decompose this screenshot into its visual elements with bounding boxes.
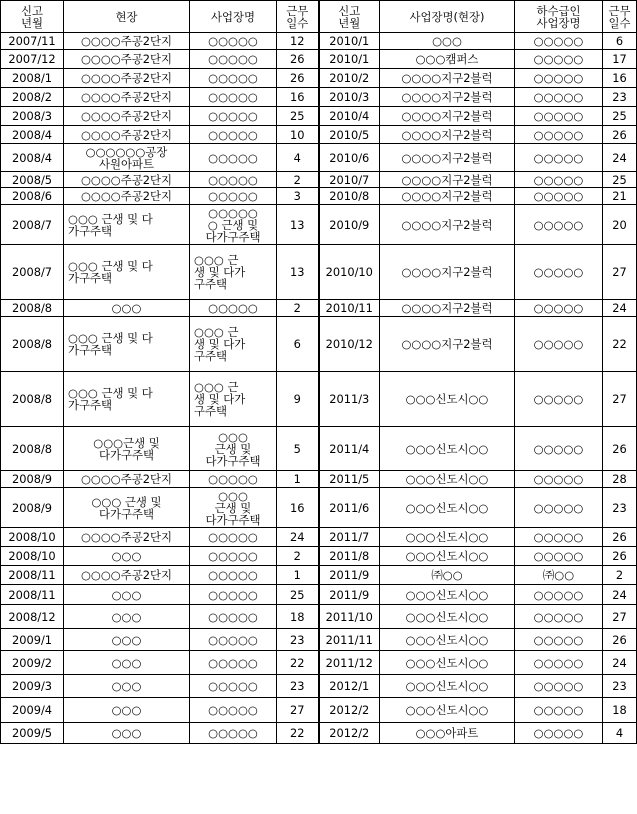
right-workdays-cell: 27	[603, 605, 637, 629]
right-company-site-cell: ○○○신도시○○	[380, 698, 515, 723]
left-company-cell: ○○○○○	[190, 172, 277, 188]
left-report-month-cell: 2008/8	[1, 300, 64, 317]
right-company-site-cell: ○○○신도시○○	[380, 629, 515, 651]
left-report-month-cell: 2008/4	[1, 144, 64, 172]
left-company-cell: ○○○○○	[190, 107, 277, 126]
left-site-cell: ○○○ 근생 및 다 가구주택	[64, 372, 190, 427]
right-subcontractor-cell: ○○○○○	[515, 317, 603, 372]
table-row	[1, 188, 637, 205]
right-company-site-cell: ○○○○지구2블럭	[380, 300, 515, 317]
left-report-month-cell: 2008/8	[1, 317, 64, 372]
left-site-cell: ○○○	[64, 605, 190, 629]
right-report-month-cell: 2010/4	[319, 107, 380, 126]
left-company-cell: ○○○○○	[190, 528, 277, 547]
left-workdays-cell: 22	[277, 723, 319, 744]
right-workdays-cell: 26	[603, 427, 637, 471]
left-report-month-cell: 2008/6	[1, 188, 64, 205]
right-subcontractor-cell: ㈜○○	[515, 566, 603, 585]
table-row	[1, 651, 637, 675]
right-company-site-cell: ○○○○지구2블럭	[380, 144, 515, 172]
table-row	[1, 528, 637, 547]
table-row	[1, 427, 637, 471]
table-row	[1, 300, 637, 317]
right-workdays-cell: 21	[603, 188, 637, 205]
table-row	[1, 107, 637, 126]
left-report-month-cell: 2008/9	[1, 488, 64, 528]
right-workdays-cell: 4	[603, 723, 637, 744]
left-site-cell: ○○○○주공2단지	[64, 528, 190, 547]
left-workdays-cell: 18	[277, 605, 319, 629]
right-subcontractor-cell: ○○○○○	[515, 88, 603, 107]
left-site-cell: ○○○근생 및 다가구주택	[64, 427, 190, 471]
left-report-month-cell: 2008/5	[1, 172, 64, 188]
right-workdays-cell: 24	[603, 300, 637, 317]
left-company-cell: ○○○○○	[190, 69, 277, 88]
left-site-cell: ○○○○주공2단지	[64, 69, 190, 88]
right-subcontractor-cell: ○○○○○	[515, 245, 603, 300]
right-report-month-cell: 2011/9	[319, 566, 380, 585]
right-workdays-cell: 23	[603, 675, 637, 698]
table-body	[1, 33, 637, 744]
right-report-month-cell: 2012/1	[319, 675, 380, 698]
left-workdays-cell: 2	[277, 172, 319, 188]
right-company-site-cell: ○○○○지구2블럭	[380, 69, 515, 88]
left-company-cell: ○○○○○	[190, 605, 277, 629]
left-report-month-cell: 2008/11	[1, 585, 64, 605]
right-subcontractor-cell: ○○○○○	[515, 188, 603, 205]
right-company-site-cell: ○○○신도시○○	[380, 372, 515, 427]
right-subcontractor-cell: ○○○○○	[515, 528, 603, 547]
left-site-cell: ○○○	[64, 698, 190, 723]
right-report-month-cell: 2010/1	[319, 50, 380, 69]
left-workdays-cell: 4	[277, 144, 319, 172]
left-workdays-cell: 27	[277, 698, 319, 723]
left-workdays-cell: 5	[277, 427, 319, 471]
left-site-cell: ○○○	[64, 585, 190, 605]
left-report-month-cell: 2008/3	[1, 107, 64, 126]
left-company-cell: ○○○○○	[190, 126, 277, 144]
table-row	[1, 372, 637, 427]
right-workdays-cell: 24	[603, 144, 637, 172]
right-subcontractor-cell: ○○○○○	[515, 651, 603, 675]
table-row	[1, 144, 637, 172]
right-workdays-cell: 24	[603, 651, 637, 675]
table-row	[1, 629, 637, 651]
left-workdays-cell: 6	[277, 317, 319, 372]
right-workdays-cell: 27	[603, 245, 637, 300]
left-site-cell: ○○○○주공2단지	[64, 33, 190, 50]
table-row	[1, 245, 637, 300]
right-company-site-cell: ○○○신도시○○	[380, 675, 515, 698]
table-row	[1, 33, 637, 50]
left-site-cell: ○○○ 근생 및 다 가구주택	[64, 245, 190, 300]
left-report-month-cell: 2008/4	[1, 126, 64, 144]
left-company-cell: ○○○○○	[190, 88, 277, 107]
header-company-site-right: 사업장명(현장)	[380, 1, 515, 33]
right-company-site-cell: ○○○○지구2블럭	[380, 188, 515, 205]
right-report-month-cell: 2011/9	[319, 585, 380, 605]
left-company-cell: ○○○ 근 생 및 다가 구주택	[190, 317, 277, 372]
left-report-month-cell: 2008/9	[1, 471, 64, 488]
right-workdays-cell: 26	[603, 547, 637, 566]
table-row	[1, 566, 637, 585]
header-workdays-left: 근무 일수	[277, 1, 319, 33]
left-site-cell: ○○○○주공2단지	[64, 107, 190, 126]
left-workdays-cell: 2	[277, 547, 319, 566]
right-subcontractor-cell: ○○○○○	[515, 675, 603, 698]
left-company-cell: ○○○○○	[190, 651, 277, 675]
right-workdays-cell: 26	[603, 126, 637, 144]
right-company-site-cell: ○○○	[380, 33, 515, 50]
left-site-cell: ○○○	[64, 629, 190, 651]
table-row	[1, 317, 637, 372]
left-site-cell: ○○○○○○공장 사원아파트	[64, 144, 190, 172]
left-report-month-cell: 2008/8	[1, 427, 64, 471]
right-subcontractor-cell: ○○○○○	[515, 300, 603, 317]
left-report-month-cell: 2008/7	[1, 245, 64, 300]
right-report-month-cell: 2010/11	[319, 300, 380, 317]
right-company-site-cell: ㈜○○	[380, 566, 515, 585]
left-company-cell: ○○○○○	[190, 723, 277, 744]
table-row	[1, 50, 637, 69]
left-company-cell: ○○○○○	[190, 33, 277, 50]
right-report-month-cell: 2010/9	[319, 205, 380, 245]
right-report-month-cell: 2010/12	[319, 317, 380, 372]
right-company-site-cell: ○○○신도시○○	[380, 427, 515, 471]
right-subcontractor-cell: ○○○○○	[515, 50, 603, 69]
left-workdays-cell: 3	[277, 188, 319, 205]
left-site-cell: ○○○ 근생 및 다 가구주택	[64, 205, 190, 245]
right-workdays-cell: 16	[603, 69, 637, 88]
left-company-cell: ○○○ 근 생 및 다가 구주택	[190, 245, 277, 300]
left-site-cell: ○○○○주공2단지	[64, 188, 190, 205]
left-workdays-cell: 22	[277, 651, 319, 675]
left-report-month-cell: 2007/12	[1, 50, 64, 69]
right-company-site-cell: ○○○신도시○○	[380, 547, 515, 566]
left-company-cell: ○○○○○	[190, 585, 277, 605]
right-subcontractor-cell: ○○○○○	[515, 372, 603, 427]
left-report-month-cell: 2009/5	[1, 723, 64, 744]
table-row	[1, 488, 637, 528]
right-company-site-cell: ○○○○지구2블럭	[380, 317, 515, 372]
right-workdays-cell: 25	[603, 107, 637, 126]
right-company-site-cell: ○○○○지구2블럭	[380, 88, 515, 107]
right-workdays-cell: 18	[603, 698, 637, 723]
left-report-month-cell: 2009/2	[1, 651, 64, 675]
left-site-cell: ○○○ 근생 및 다 가구주택	[64, 317, 190, 372]
left-report-month-cell: 2008/2	[1, 88, 64, 107]
left-company-cell: ○○○○○	[190, 547, 277, 566]
left-site-cell: ○○○ 근생 및 다가구주택	[64, 488, 190, 528]
left-company-cell: ○○○ 근 생 및 다가 구주택	[190, 372, 277, 427]
right-subcontractor-cell: ○○○○○	[515, 126, 603, 144]
left-company-cell: ○○○○○	[190, 675, 277, 698]
right-report-month-cell: 2010/3	[319, 88, 380, 107]
right-report-month-cell: 2011/10	[319, 605, 380, 629]
right-subcontractor-cell: ○○○○○	[515, 427, 603, 471]
right-report-month-cell: 2010/6	[319, 144, 380, 172]
header-workdays-right: 근무 일수	[603, 1, 637, 33]
left-site-cell: ○○○	[64, 651, 190, 675]
table-row	[1, 205, 637, 245]
right-subcontractor-cell: ○○○○○	[515, 33, 603, 50]
right-workdays-cell: 23	[603, 488, 637, 528]
left-workdays-cell: 26	[277, 69, 319, 88]
right-report-month-cell: 2010/8	[319, 188, 380, 205]
right-subcontractor-cell: ○○○○○	[515, 698, 603, 723]
table-row	[1, 698, 637, 723]
right-workdays-cell: 2	[603, 566, 637, 585]
left-report-month-cell: 2009/4	[1, 698, 64, 723]
header-company-left: 사업장명	[190, 1, 277, 33]
right-company-site-cell: ○○○아파트	[380, 723, 515, 744]
left-report-month-cell: 2008/1	[1, 69, 64, 88]
right-report-month-cell: 2011/6	[319, 488, 380, 528]
left-report-month-cell: 2009/1	[1, 629, 64, 651]
left-report-month-cell: 2007/11	[1, 33, 64, 50]
left-site-cell: ○○○	[64, 300, 190, 317]
left-report-month-cell: 2008/12	[1, 605, 64, 629]
right-report-month-cell: 2010/5	[319, 126, 380, 144]
right-subcontractor-cell: ○○○○○	[515, 107, 603, 126]
left-workdays-cell: 12	[277, 33, 319, 50]
left-workdays-cell: 23	[277, 629, 319, 651]
right-company-site-cell: ○○○○지구2블럭	[380, 245, 515, 300]
left-workdays-cell: 23	[277, 675, 319, 698]
left-site-cell: ○○○	[64, 675, 190, 698]
left-company-cell: ○○○ 근생 및 다가구주택	[190, 427, 277, 471]
right-company-site-cell: ○○○캠퍼스	[380, 50, 515, 69]
right-report-month-cell: 2010/7	[319, 172, 380, 188]
left-company-cell: ○○○○○	[190, 629, 277, 651]
table-row	[1, 172, 637, 188]
right-company-site-cell: ○○○○지구2블럭	[380, 205, 515, 245]
right-report-month-cell: 2011/7	[319, 528, 380, 547]
left-company-cell: ○○○○○	[190, 50, 277, 69]
right-company-site-cell: ○○○신도시○○	[380, 488, 515, 528]
left-site-cell: ○○○	[64, 723, 190, 744]
left-workdays-cell: 24	[277, 528, 319, 547]
left-workdays-cell: 1	[277, 566, 319, 585]
right-report-month-cell: 2011/5	[319, 471, 380, 488]
header-subcontractor-right: 하수급인 사업장명	[515, 1, 603, 33]
right-report-month-cell: 2012/2	[319, 698, 380, 723]
right-workdays-cell: 20	[603, 205, 637, 245]
right-company-site-cell: ○○○신도시○○	[380, 651, 515, 675]
left-workdays-cell: 1	[277, 471, 319, 488]
left-report-month-cell: 2009/3	[1, 675, 64, 698]
table-header	[1, 1, 637, 33]
left-workdays-cell: 16	[277, 488, 319, 528]
right-company-site-cell: ○○○신도시○○	[380, 528, 515, 547]
header-report-month-right: 신고 년월	[319, 1, 380, 33]
right-workdays-cell: 24	[603, 585, 637, 605]
left-report-month-cell: 2008/8	[1, 372, 64, 427]
right-subcontractor-cell: ○○○○○	[515, 605, 603, 629]
table-row	[1, 88, 637, 107]
left-site-cell: ○○○○주공2단지	[64, 471, 190, 488]
right-subcontractor-cell: ○○○○○	[515, 547, 603, 566]
right-company-site-cell: ○○○신도시○○	[380, 585, 515, 605]
right-workdays-cell: 28	[603, 471, 637, 488]
left-workdays-cell: 13	[277, 205, 319, 245]
header-site-left: 현장	[64, 1, 190, 33]
right-company-site-cell: ○○○○지구2블럭	[380, 126, 515, 144]
left-site-cell: ○○○○주공2단지	[64, 50, 190, 69]
right-report-month-cell: 2011/8	[319, 547, 380, 566]
right-company-site-cell: ○○○신도시○○	[380, 471, 515, 488]
right-subcontractor-cell: ○○○○○	[515, 629, 603, 651]
right-subcontractor-cell: ○○○○○	[515, 144, 603, 172]
left-site-cell: ○○○○주공2단지	[64, 126, 190, 144]
left-workdays-cell: 2	[277, 300, 319, 317]
left-workdays-cell: 16	[277, 88, 319, 107]
right-report-month-cell: 2011/11	[319, 629, 380, 651]
right-workdays-cell: 6	[603, 33, 637, 50]
right-report-month-cell: 2012/2	[319, 723, 380, 744]
right-report-month-cell: 2011/3	[319, 372, 380, 427]
right-workdays-cell: 26	[603, 528, 637, 547]
left-workdays-cell: 25	[277, 585, 319, 605]
left-site-cell: ○○○	[64, 547, 190, 566]
right-subcontractor-cell: ○○○○○	[515, 488, 603, 528]
left-report-month-cell: 2008/7	[1, 205, 64, 245]
right-report-month-cell: 2011/4	[319, 427, 380, 471]
left-workdays-cell: 13	[277, 245, 319, 300]
left-company-cell: ○○○○○	[190, 566, 277, 585]
right-company-site-cell: ○○○신도시○○	[380, 605, 515, 629]
left-site-cell: ○○○○주공2단지	[64, 88, 190, 107]
right-subcontractor-cell: ○○○○○	[515, 585, 603, 605]
right-workdays-cell: 23	[603, 88, 637, 107]
left-workdays-cell: 9	[277, 372, 319, 427]
table-row	[1, 471, 637, 488]
right-subcontractor-cell: ○○○○○	[515, 69, 603, 88]
table-row	[1, 547, 637, 566]
right-subcontractor-cell: ○○○○○	[515, 172, 603, 188]
left-workdays-cell: 10	[277, 126, 319, 144]
left-report-month-cell: 2008/11	[1, 566, 64, 585]
left-company-cell: ○○○○○	[190, 300, 277, 317]
left-company-cell: ○○○○○	[190, 144, 277, 172]
right-report-month-cell: 2010/2	[319, 69, 380, 88]
left-workdays-cell: 26	[277, 50, 319, 69]
left-site-cell: ○○○○주공2단지	[64, 172, 190, 188]
right-workdays-cell: 17	[603, 50, 637, 69]
left-company-cell: ○○○ 근생 및 다가구주택	[190, 488, 277, 528]
left-report-month-cell: 2008/10	[1, 528, 64, 547]
right-report-month-cell: 2010/1	[319, 33, 380, 50]
header-report-month-left: 신고 년월	[1, 1, 64, 33]
table-row	[1, 605, 637, 629]
left-site-cell: ○○○○주공2단지	[64, 566, 190, 585]
table-row	[1, 69, 637, 88]
left-company-cell: ○○○○○	[190, 471, 277, 488]
table-row	[1, 723, 637, 744]
right-workdays-cell: 26	[603, 629, 637, 651]
right-report-month-cell: 2010/10	[319, 245, 380, 300]
right-company-site-cell: ○○○○지구2블럭	[380, 107, 515, 126]
table-row	[1, 675, 637, 698]
right-workdays-cell: 22	[603, 317, 637, 372]
left-company-cell: ○○○○○	[190, 188, 277, 205]
right-report-month-cell: 2011/12	[319, 651, 380, 675]
right-workdays-cell: 25	[603, 172, 637, 188]
right-workdays-cell: 27	[603, 372, 637, 427]
right-subcontractor-cell: ○○○○○	[515, 471, 603, 488]
left-company-cell: ○○○○○	[190, 698, 277, 723]
right-subcontractor-cell: ○○○○○	[515, 205, 603, 245]
left-workdays-cell: 25	[277, 107, 319, 126]
right-subcontractor-cell: ○○○○○	[515, 723, 603, 744]
right-company-site-cell: ○○○○지구2블럭	[380, 172, 515, 188]
table-row	[1, 585, 637, 605]
left-report-month-cell: 2008/10	[1, 547, 64, 566]
table-row	[1, 126, 637, 144]
left-company-cell: ○○○○○ ○ 근생 및 다가구주택	[190, 205, 277, 245]
